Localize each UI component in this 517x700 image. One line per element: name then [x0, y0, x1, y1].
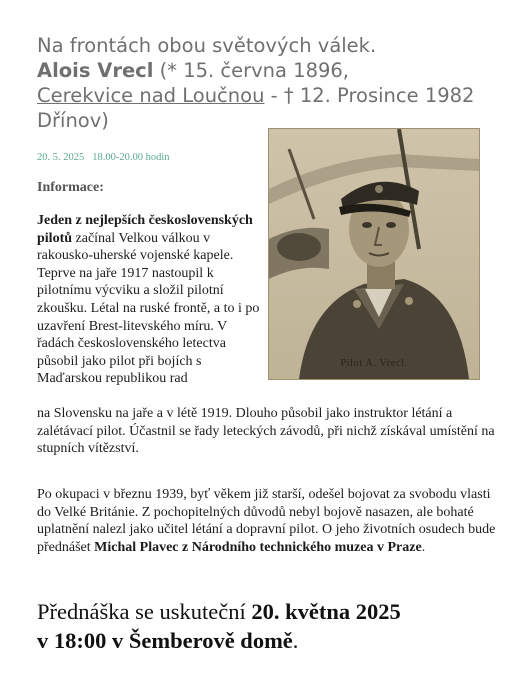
bio-continuation: na Slovensku na jaře a v létě 1919. Dlouho působil jako instruktor létání a zalétávací pilot. Účastnil se řady leteckých závodů, při nichž získával umístění na stupních vítězství. [37, 406, 495, 457]
announce-venue: v 18:00 v Šemberově domě [37, 628, 293, 653]
event-date: 20. 5. 2025 [37, 152, 85, 163]
heading-line1: Na frontách obou světových válek. [37, 34, 377, 57]
person-name: Alois Vrecl [37, 59, 154, 82]
life-suffix: - † 12. Prosince 1982 Dřínov) [37, 84, 475, 132]
bio-paragraph [37, 212, 265, 388]
announce-prefix: Přednáška se uskuteční [37, 599, 252, 624]
bio-lead: Jeden z nejlepších československých pilotů [37, 213, 253, 246]
event-heading [37, 33, 507, 133]
photo-caption: Pilot A. Vrecl. [340, 358, 408, 369]
exile-end: . [421, 539, 426, 555]
announce-end: . [292, 628, 299, 653]
speaker-name: Michal Plavec z Národního technického muzea v Praze [94, 539, 422, 555]
announce-date: 20. května 2025 [251, 599, 401, 624]
life-prefix: (* 15. června 1896, [153, 59, 350, 82]
portrait-image [269, 129, 479, 379]
event-time: 18.00-20.00 hodin [92, 152, 170, 163]
event-dateline [37, 152, 170, 163]
birthplace-link[interactable]: Cerekvice nad Loučnou [37, 84, 265, 107]
lecture-announcement [37, 597, 507, 655]
bio-text: začínal Velkou válkou v rakousko-uherské vojenské kapele. Teprve na jaře 1917 nastoupil k pilotnímu výcviku a složil pilotní zkoušku. Létal na ruské frontě, a to i po uzavření Brest-litevského míru. V řadách československého letectva působil jako pilot při bojích s Maďarskou republikou rad [37, 230, 260, 387]
exile-text: Po okupaci v březnu 1939, byť věkem již starší, odešel bojovat za svobodu vlasti do Velké Británie. Z pochopitelných důvodů nebyl bojově nasazen, ale bohaté uplatnění nalezl jako učitel létání a dopravní pilot. O jeho životních osudech bude přednášet [37, 487, 496, 555]
info-label: Informace: [37, 180, 104, 195]
exile-paragraph [37, 486, 497, 556]
portrait-photo [268, 128, 480, 380]
